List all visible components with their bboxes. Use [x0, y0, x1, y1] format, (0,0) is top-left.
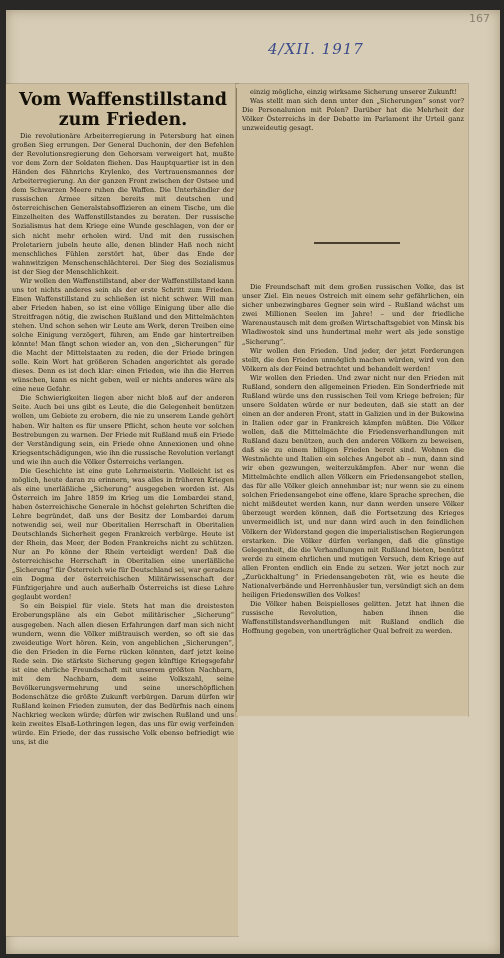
paragraph: Die Völker haben Beispielloses gelitten. Jetzt hat ihnen die russische Revolution, haben ihnen die Waffenstillstandsverhandlungen mit Rußland endlich die Hoffnung gegeben, von unerträglicher Qual befreit zu werden.: [242, 599, 464, 636]
paragraph: Die revolutionäre Arbeiterregierung in Petersburg hat einen großen Sieg errungen. Der General Duchonin, der den Befehlen der Revolutionsregierung den Gehorsam verweigert hat, mußte vor dem Zorn der Soldaten fliehen. Das Hauptquartier ist in den Händen des Fähnrichs Krylenko, des Vertrauensmannes der Arbeiterregierung. An der ganzen Front zwischen der Ostsee und dem Schwarzen Meere ruhen die Waffen. Die Unterhändler der russischen Armee sitzen bereits mit deutschen und österreichischen Generalstabsoffizieren an einem Tische, um die Einzelheiten des Waffenstillstandes zu beraten. Der russische Sozialismus hat dem Kriege eine Wunde geschlagen, von der er sich nicht mehr erholen wird. Und mit den russischen Proletariern jubeln heute alle, denen blinder Haß noch nicht menschliches Fühlen zerstört hat, über das Ende der wahnwitzigen Menschenschlächterei. Der Sieg des Sozialismus ist der Sieg der Menschlichkeit.: [12, 132, 234, 276]
article-headline: Vom Waffenstillstand zum Frieden.: [18, 90, 228, 130]
paragraph: Wir wollen den Frieden. Und jeder, der jetzt Forderungen stellt, die den Frieden unmöglich machen würden, wird von den Völkern als der Feind betrachtet und behandelt werden!: [242, 346, 464, 373]
paragraph: Die Geschichte ist eine gute Lehrmeisterin. Vielleicht ist es möglich, heute daran zu erinnern, was alles in früheren Kriegen als eine unerläßliche „Sicherung“ ausgegeben worden ist. Als Österreich im Jahre 1859 im Krieg um die Lombardei stand, haben österreichische Generale in höchst gelehrten Schriften die Lehre begründet, daß uns der Besitz der Lombardei darum notwendig sei, weil nur Oberitalien Herrschaft in Oberitalien Deutschlands Sicherheit gegen Frankreich verbürge. Heute ist der Rhein, das Meer, der Boden Frankreichs nicht zu schützen. Nur an Po könne der Rhein verteidigt werden! Daß die österreichische Herrschaft in Oberitalien eine unerläßliche „Sicherung“ für Österreich wie für Deutschland sei, war geradezu ein Dogma der österreichischen Militärwissenschaft der Fünfzigerjahre und auch außerhalb Österreichs ist diese Lehre geglaubt worden!: [12, 466, 234, 602]
column-divider: [236, 88, 237, 712]
section-gap: [242, 133, 464, 283]
handwritten-date: 4/XII. 1917: [268, 40, 364, 58]
paragraph: Wir wollen den Frieden. Und zwar nicht nur den Frieden mit Rußland, sondern den allgemeinen Frieden. Ein Sonderfriede mit Rußland würde uns den russischen Teil vom Kriege befreien; für unsere Soldaten würde er nur bedeuten, daß sie statt an der einen an der anderen Front, statt in Galizien und in der Bukowina in Italien oder gar in Frankreich kämpfen müßten. Die Völker wollen, daß die Mittelmächte die Friedensverhandlungen mit Rußland dazu benützen, auch den anderen Völkern zu beweisen, daß sie zu einem billigen Frieden bereit sind. Wohnen die Westmächte und Italien ein solches Angebot ab – nun, dann sind wir eben gezwungen, weiterzukämpfen. Aber nur wenn die Mittelmächte endlich allen Völkern ein Friedensangebot stellen, das für alle Völker gleich annehmbar ist; nur wenn sie zu einem solchen Friedensangebot eine offene, klare Sprache sprechen, die nicht mißdeutet werden kann, nur dann werden unsere Völker überzeugt werden können, daß die Fortsetzung des Krieges unvermeidlich ist, und nur dann wird auch in den feindlichen Völkern der Widerstand gegen die imperialistischen Regierungen erstarken. Die Völker dürfen verlangen, daß die günstige Gelegenheit, die die Verhandlungen mit Rußland bieten, benützt werde zu einem ehrlichen und mutigen Versuch, dem Kriege auf allen Fronten endlich ein Ende zu setzen. Wer jetzt noch zur „Zurückhaltung“ in Friedensangeboten rät, wie es heute die Nationalverbände und Herrenhäusler tun, versündigt sich an dem heiligen Friedenswillen des Volkes!: [242, 373, 464, 599]
paragraph: einzig mögliche, einzig wirksame Sicherung unserer Zukunft!: [250, 88, 458, 96]
paragraph: Was stellt man sich denn unter den „Sicherungen“ sonst vor? Die Personalunion mit Polen? Darüber hat die Mehrheit der Völker Österreichs in der Debatte im Parlament ihr Urteil ganz unzweideutig gesagt.: [242, 97, 464, 133]
archive-number: 167: [469, 12, 490, 25]
paragraph: Die Schwierigkeiten liegen aber nicht bloß auf der anderen Seite. Auch bei uns gibt es Leute, die die Gelegenheit benützen wollen, um Gebiete zu erobern, die nie zu unserem Lande gehört haben. Wir halten es für unsere Pflicht, schon heute vor solchen Bestrebungen zu warnen. Der Friede mit Rußland muß ein Friede der Verständigung sein, ein Friede ohne Annexionen und ohne Kriegsentschädigungen, wie ihn die russische Revolution verlangt und wie ihn auch die Völker Österreichs verlangen.: [12, 394, 234, 466]
paragraph: Die Freundschaft mit dem großen russischen Volke, das ist unser Ziel. Ein neues Ostreich mit einem sehr gefährlichen, ein sicher unbezwingbares Gegner sein wird – Rußland wächst um zwei Millionen Seelen im Jahre! – und der friedliche Warenaustausch mit dem großen Wirtschaftsgebiet von Minsk bis Wladiwostok sind uns hundertmal mehr wert als jede sonstige „Sicherung“.: [242, 283, 464, 346]
article-column-left: [12, 132, 234, 932]
article-column-right: [242, 88, 464, 712]
sheet-margin: [238, 716, 468, 936]
paragraph: So ein Beispiel für viele. Stets hat man die dreistesten Eroberungspläne als ein Gebot militärischer „Sicherung“ ausgegeben. Nach allen diesen Erfahrungen darf man sich nicht wundern, wenn die Völker mißtrauisch werden, so oft sie das zweideutige Wort hören. Kein, von angeblichen „Sicherungen“, die den Frieden in die Ferne rücken könnten, darf jetzt keine Rede sein. Die stärkste Sicherung gegen künftige Kriegsgefahr ist eine ehrliche Freundschaft mit unserem größten Nachbarn, mit dem Nachbarn, dem seine Volkszahl, seine Bevölkerungsvermehrung und seine unerschöpflichen Bodenschätze die größte Zukunft verbürgen. Darum dürfen wir Rußland keinen Frieden zumuten, der das Bedürfnis nach einem Nachkrieg wecken würde; dürfen wir zwischen Rußland und uns kein zweites Elsaß-Lothringen legen, das uns für ewig verfeinden würde. Ein Friede, der das russische Volk ebenso befriedigt wie uns, ist die: [12, 602, 234, 747]
paragraph: Wir wollen den Waffenstillstand, aber der Waffenstillstand kann uns tot nichts anderes sein als der erste Schritt zum Frieden. Einen Waffenstillstand zu schließen ist nicht schwer. Will man aber Frieden haben, so ist eine völlige Einigung über alle die Streitfragen nötig, die zwischen Rußland und den Mittelmächten stehen. Und schon sehen wir Leute am Werk, deren Treiben eine solche Einigung verzögert, führen, am Ende gar hintertreiben könnte! Man fängt schon wieder an, von den „Sicherungen“ für die Macht der Mittelstaaten zu reden, die der Friede bringen solle. Kein Wort hat größeren Schaden angerichtet als gerade dieses. Denn es ist doch klar: einen Frieden, wie ihn die Herren wünschen, kann es nicht geben, weil er nichts anderes wäre als eine neue Gefahr.: [12, 276, 234, 394]
section-separator: [314, 242, 400, 244]
